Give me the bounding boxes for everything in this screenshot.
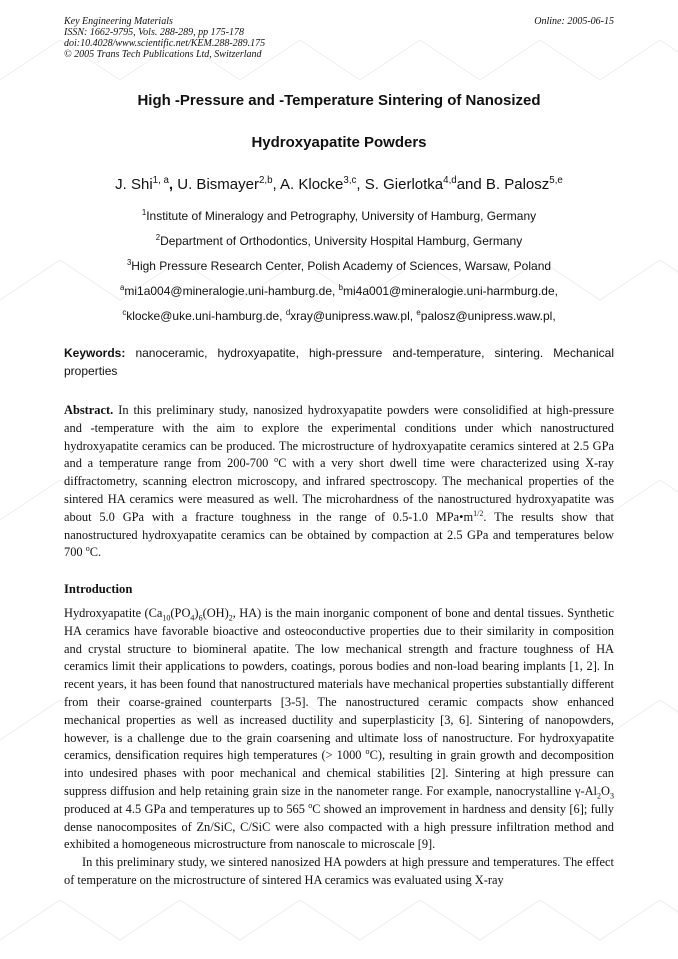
author-affiliation-mark: 2,b [258,175,273,186]
abstract-text: C. [89,545,102,560]
paper-title-line-2: Hydroxyapatite Powders [251,134,427,151]
author-conjunction: and [456,176,482,193]
email-line-1 [64,284,614,298]
email-link[interactable]: palosz@unipress.waw.pl, [420,309,556,323]
introduction-body [64,605,614,890]
keywords-text: nanoceramic, hydroxyapatite, high-pressure and-temperature, sintering. Mechanical properties [64,346,614,378]
author-affiliation-mark: 1, a [152,175,169,186]
affiliation-number: 1 [141,208,147,217]
journal-name: Key Engineering Materials [64,16,173,27]
affiliation-text: Department of Orthodontics, University Hospital Hamburg, Germany [160,234,523,248]
author-name: B. Palosz [485,176,550,193]
email-link[interactable]: klocke@uke.uni-hamburg.de, [126,309,283,323]
keywords-label: Keywords: [64,346,126,360]
online-date: Online: 2005-06-15 [534,16,614,27]
abstract-label: Abstract. [64,403,114,417]
email-mark: a [120,283,125,292]
author-name: U. Bismayer [177,176,259,193]
email-mark: c [122,308,127,317]
email-link[interactable]: mi1a004@mineralogie.uni-hamburg.de, [124,284,336,298]
author-name: A. Klocke [280,176,344,193]
exponent: 1/2 [473,508,484,518]
degree-mark: o [274,455,279,465]
affiliation-number: 2 [155,233,161,242]
affiliation-number: 3 [126,258,132,267]
email-mark: e [416,308,421,317]
section-heading-introduction: Introduction [64,582,133,596]
journal-header [64,16,614,60]
intro-paragraph-1: Hydroxyapatite ($Ca_{10}(PO_4)_6(OH)_2$, HA) is the main inorganic component of bone and dental tissues. Synthetic HA ceramics have favorable bioactive and osteoconductive properties due to their similarity in composition and crystal structure to biomineral apatite. The low mechanical strength and fracture toughness of HA ceramics limit their applications to powders, coatings, porous bodies and non-load bearing implants [1, 2]. In recent years, it has been found that nanostructured materials have mechanical properties substantially different from their coarse-grained counterparts [3-5]. The nanostructured ceramic compacts show enhanced mechanical properties as well as increased ductility and superplasticity [3, 6]. Sintering of nanopowders, however, is a challenge due to the grain coarsening and ultimate loss of nanostructure. For hydroxyapatite ceramics, densification requires high temperatures (> 1000 $^o$C), resulting in grain growth and decomposition into undesired phases with poor mechanical and chemical stabilities [2]. Sintering at high pressure can suppress diffusion and help retaining grain size in the nanometer range. For example, nanocrystalline $\gamma-Al_2O_3$ produced at 4.5 GPa and temperatures up to 565 $^o$C showed an improvement in hardness and density [6]; fully dense nanocomposites of Zn/SiC, C/SiC were also compacted with a high pressure infiltration method and exhibited a homogeneous microstructure from nanoscale to microscale [9]. [64,606,614,852]
abstract-text: In this preliminary study, nanosized hydroxyapatite powders were consolidified at high-pressure and -temperature with the aim to explore the experimental conditions under which nanostructured hydroxyapatite ceramics can be produced. The microstructure of hydroxyapatite ceramics sintered at 2.5 GPa and a temperature range from 200-700 [64,403,614,471]
email-mark: b [338,283,344,292]
email-link[interactable]: mi4a001@mineralogie.uni-harmburg.de, [343,284,558,298]
author-name: S. Gierlotka [364,176,444,193]
author-list: J. Shi$^{1, a}$, U. Bismayer$^{2,b}$, A. Klocke$^{3,c}$, S. Gierlotka$^{4,d}$and B. Palosz$^{5,e}$ [115,175,563,193]
author-affiliation-mark: 4,d [443,175,457,186]
issn-line: ISSN: 1662-9795, Vols. 288-289, pp 175-178 [64,27,244,38]
degree-mark: o [85,544,90,554]
doi-line: doi:10.4028/www.scientific.net/KEM.288-289.175 [64,38,266,49]
keywords [64,345,614,380]
affiliation [64,234,614,248]
intro-paragraph-2: In this preliminary study, we sintered nanosized HA powders at high pressure and temperatures. The effect of temperature on the microstructure of sintered HA ceramics was evaluated using X-ray [64,855,614,887]
email-link[interactable]: xray@unipress.waw.pl, [290,309,414,323]
author-affiliation-mark: 3,c [343,175,357,186]
email-mark: d [285,308,291,317]
affiliation-text: Institute of Mineralogy and Petrography, University of Hamburg, Germany [146,209,537,223]
author-affiliation-mark: 5,e [549,175,563,186]
abstract-text: . The results show that nanostructured hydroxyapatite ceramics can be obtained by compaction at 2.5 GPa and temperatures below 700 [64,509,615,560]
abstract [64,402,614,562]
affiliation-text: High Pressure Research Center, Polish Academy of Sciences, Warsaw, Poland [131,259,552,273]
affiliation [64,259,614,273]
copyright-line: © 2005 Trans Tech Publications Ltd, Switzerland [64,49,262,60]
author-name: J. Shi [115,176,153,193]
email-line-2 [64,309,614,323]
paper-title-line-1: High -Pressure and -Temperature Sintering of Nanosized [137,92,541,109]
abstract-text: C with a very short dwell time were characterized using X-ray diffractometry, scanning electron microscopy, and infrared spectroscopy. The mechanical properties of the sintered HA ceramics were measured as well. The microhardness of the nanostructured hydroxyapatite was about 5.0 GPa with a fracture toughness in the range of 0.5-1.0 MPa•m [64,456,614,524]
affiliation [64,209,614,223]
